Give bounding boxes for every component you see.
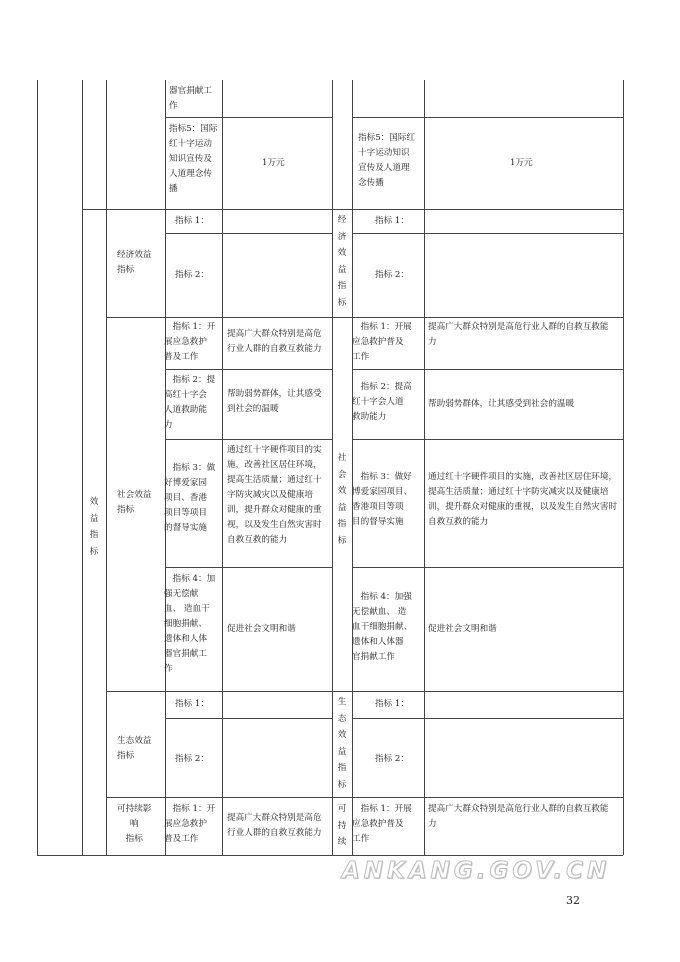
- ecological-ind1-right: 指标 1：: [375, 699, 409, 709]
- social-i3-left: 指标 3：做 好博爱家园 项目、香港 项目等项目 的督导实施: [164, 463, 216, 533]
- sustainable-i1-left: 指标 1：开 展应急救护 普及工作: [164, 804, 216, 844]
- cell-indicator5-left-value: 1万元: [262, 158, 285, 168]
- sustainable-i1-right: 指标 1：开展 应急救护普及 工作: [352, 804, 412, 844]
- row-divider: [165, 369, 332, 370]
- row-divider: [165, 567, 332, 568]
- table-border-right: [623, 80, 624, 855]
- table-col-divider: [352, 80, 353, 855]
- table-col-divider: [424, 80, 425, 855]
- row-divider: [106, 209, 332, 210]
- ecological-ind2-left: 指标 2：: [175, 754, 209, 764]
- economic-ind1-right: 指标 1：: [375, 216, 409, 226]
- economic-label-left: 经济效益 指标: [117, 250, 152, 275]
- social-i1-left-value: 提高广大群众特别是高危 行业人群的自救互救能力: [227, 329, 322, 354]
- social-i2-right-value: 帮助弱势群体，让其感受到社会的温暖: [428, 399, 575, 409]
- benefit-indicator-label: 效益指标: [89, 497, 99, 557]
- table-col-divider: [332, 80, 333, 855]
- social-i1-right-value: 提高广大群众特别是高危行业人群的自救互救能 力: [428, 322, 609, 347]
- row-divider: [352, 369, 623, 370]
- site-watermark: ANKANG.GOV.CN: [342, 858, 611, 884]
- row-divider: [165, 718, 332, 719]
- ecological-ind2-right: 指标 2：: [375, 754, 409, 764]
- row-divider: [332, 209, 352, 210]
- social-i4-right: 指标 4：加强 无偿献血、 造 血干细胞捐献、 遗体和人体器 官捐献工作: [352, 592, 413, 662]
- social-i1-right: 指标 1：开展 应急救护普及 工作: [352, 322, 412, 362]
- row-divider: [106, 691, 623, 692]
- economic-ind2-left: 指标 2：: [175, 270, 209, 280]
- social-label-left: 社会效益 指标: [117, 490, 152, 515]
- social-i1-left: 指标 1：开 展应急救护 普及工作: [164, 322, 216, 362]
- economic-label-right: 经济效益指标: [337, 215, 347, 308]
- sustainable-i1-left-value: 提高广大群众特别是高危 行业人群的自救互救能力: [227, 813, 322, 838]
- row-divider: [165, 439, 332, 440]
- ecological-label-right: 生态效益指标: [337, 697, 347, 790]
- cell-continuation-left: 器官捐献工 作: [169, 86, 212, 111]
- cell-indicator5-right: 指标5：国际红 十字运动知识 宣传及人道理 念传播: [358, 133, 416, 188]
- social-i2-left-value: 帮助弱势群体，让其感受 到社会的温暖: [227, 389, 322, 414]
- social-i4-left: 指标 4：加 强无偿献 血、 造血干 细胞捐献、 遗体和人体 器官捐献工 作: [164, 574, 216, 674]
- row-divider: [165, 233, 332, 234]
- row-divider: [82, 209, 106, 210]
- social-i2-left: 指标 2：提 高红十字会 人道救助能 力: [164, 375, 216, 430]
- economic-ind2-right: 指标 2：: [375, 270, 409, 280]
- cell-indicator5-left: 指标5：国际 红十字运动 知识宣传及 人道理念传 播: [169, 124, 218, 194]
- sustainable-i1-right-value: 提高广大群众特别是高危行业人群的自救互救能 力: [428, 804, 609, 829]
- table-border-left: [37, 80, 38, 855]
- table-col-divider: [106, 80, 107, 855]
- social-i3-right-value: 通过红十字硬件项目的实施，改善社区居住环境， 提高生活质量；通过红十字防灾减灾以及健康培 训，提升群众对健康的重视，以及发生自然灾害时 自救互救的能力: [428, 472, 618, 527]
- economic-ind1-left: 指标 1：: [175, 216, 209, 226]
- row-divider: [352, 209, 623, 210]
- row-divider: [106, 317, 623, 318]
- page-number: 32: [566, 894, 580, 907]
- sustainable-label-right: 可持续: [337, 804, 347, 847]
- row-divider: [352, 117, 623, 118]
- table-col-divider: [82, 80, 83, 855]
- row-divider: [106, 797, 623, 798]
- sustainable-label-left: 可持续影 响 指标: [117, 804, 152, 844]
- social-label-right: 社会效益指标: [337, 453, 347, 546]
- row-divider: [165, 117, 332, 118]
- row-divider: [352, 567, 623, 568]
- social-i3-right: 指标 3：做好 博爱家园项目、 香港项目等项 目的督导实施: [352, 472, 413, 527]
- ecological-ind1-left: 指标 1：: [175, 699, 209, 709]
- ecological-label-left: 生态效益 指标: [117, 736, 152, 761]
- social-i3-left-value: 通过红十字硬件项目的实 施，改善社区居住环境， 提高生活质量；通过红十 字防灾减灾以及健康培 训，提升群众对健康的重 视，以及发生自然灾害时 自救互救的能力: [227, 445, 322, 545]
- row-divider: [352, 439, 623, 440]
- cell-indicator5-right-value: 1万元: [510, 158, 533, 168]
- social-i2-right: 指标 2：提高 红十字会人道 救助能力: [352, 382, 412, 422]
- social-i4-right-value: 促进社会文明和谐: [428, 624, 497, 634]
- row-divider: [352, 233, 623, 234]
- row-divider: [352, 718, 623, 719]
- table-col-divider: [222, 80, 223, 855]
- table-border-bottom: [37, 855, 623, 856]
- social-i4-left-value: 促进社会文明和谐: [227, 624, 296, 634]
